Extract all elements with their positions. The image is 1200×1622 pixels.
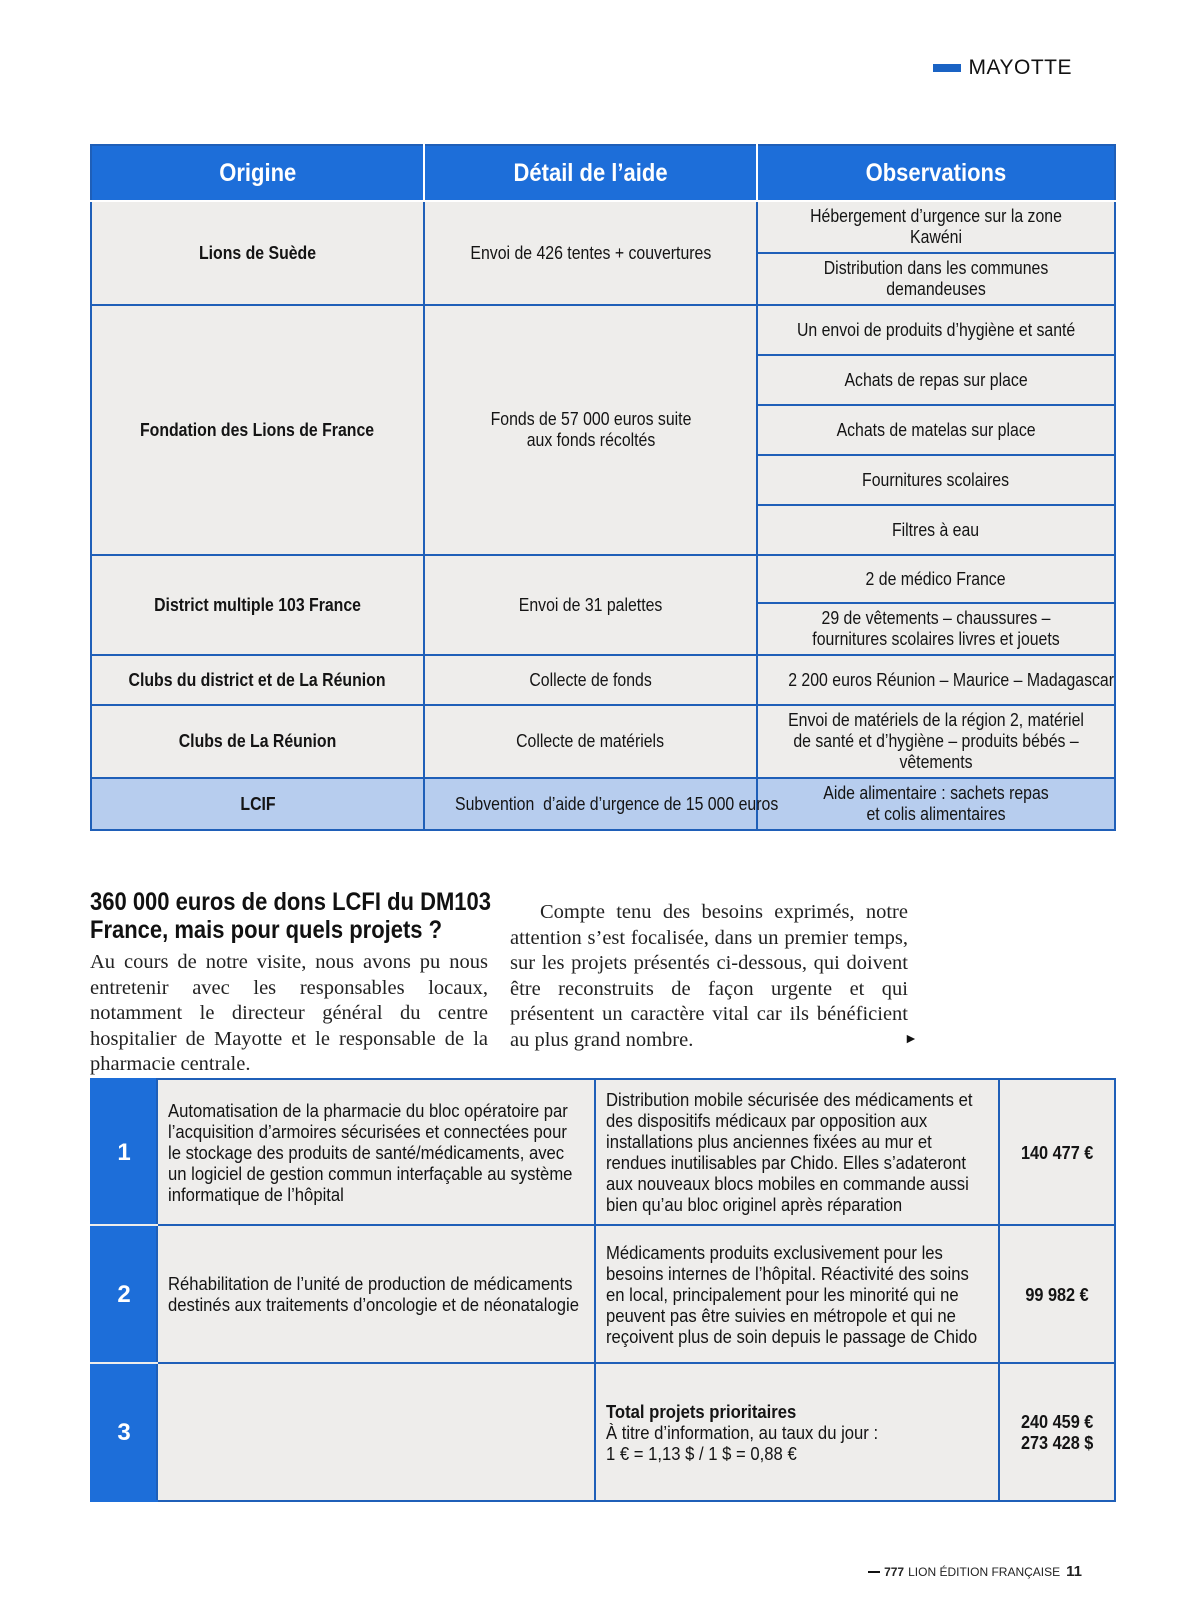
origin-cell: LCIF — [91, 778, 424, 830]
article-paragraph-2: Compte tenu des besoins exprimés, notre attention s’est focalisée, dans un premier temps, sur les projets présentés ci-dessous, qui doivent être reconstruits de façon urgente et qui présentent un caractère vital car ils bénéficient au plus grand nombre. — [510, 901, 908, 1051]
observation-cell: Un envoi de produits d’hygiène et santé — [757, 305, 1115, 355]
aid-table — [90, 144, 1116, 831]
project-number: 1 — [91, 1079, 157, 1225]
detail-cell: Envoi de 31 palettes — [424, 555, 757, 655]
observation-cell: Achats de matelas sur place — [757, 405, 1115, 455]
section-tag-bar — [933, 64, 961, 72]
project-total-amount — [999, 1363, 1115, 1501]
article-paragraph-1: Au cours de notre visite, nous avons pu nous entretenir avec les responsables locaux, notamment le directeur général du centre hospitalier de Mayotte et le responsable de la pharmacie centrale. — [90, 951, 488, 1075]
total-eur: 240 459 € — [1020, 1411, 1094, 1432]
table-row — [91, 1225, 1115, 1363]
detail-cell: Envoi de 426 tentes + couvertures — [424, 201, 757, 305]
observation-cell: Filtres à eau — [757, 505, 1115, 555]
observation-cell: Fournitures scolaires — [757, 455, 1115, 505]
detail-cell: Subvention d’aide d’urgence de 15 000 euros — [424, 778, 757, 830]
table-row — [91, 778, 1115, 830]
observation-cell: Hébergement d’urgence sur la zone Kawéni — [757, 201, 1115, 253]
total-title: Total projets prioritaires — [606, 1400, 797, 1422]
detail-cell: Collecte de matériels — [424, 705, 757, 778]
continue-arrow-icon: ► — [904, 1030, 918, 1046]
exchange-rate-label: À titre d’information, au taux du jour : — [606, 1421, 879, 1443]
projects-table — [90, 1078, 1116, 1502]
project-description: Automatisation de la pharmacie du bloc opératoire par l’acquisition d’armoires sécurisées et connectées pour le stockage des produits de santé/médicaments, avec un logiciel de gestion commun interfaçable au système informatique de l’hôpital — [157, 1079, 595, 1225]
table-row — [91, 555, 1115, 603]
origin-cell: Clubs du district et de La Réunion — [91, 655, 424, 705]
header-detail: Détail de l’aide — [424, 145, 757, 201]
origin-cell: Fondation des Lions de France — [91, 305, 424, 555]
project-amount: 140 477 € — [999, 1079, 1115, 1225]
aid-table-header — [91, 145, 1115, 201]
footer-bar — [868, 1571, 880, 1573]
project-number: 3 — [91, 1363, 157, 1501]
issue-number: 777 — [884, 1564, 905, 1579]
origin-cell: District multiple 103 France — [91, 555, 424, 655]
table-row — [91, 1079, 1115, 1225]
project-description: Réhabilitation de l’unité de production de médicaments destinés aux traitements d’oncologie et de néonatalogie — [157, 1225, 595, 1363]
table-row — [91, 201, 1115, 253]
project-impact: Distribution mobile sécurisée des médicaments et des dispositifs médicaux par opposition aux installations plus anciennes fixées au mur et rendues inutilisables par Chido. Elles s’adateront aux nouveaux blocs mobiles en commande aussi bien qu’au bloc originel après réparation — [595, 1079, 999, 1225]
origin-cell: Clubs de La Réunion — [91, 705, 424, 778]
page-number: 11 — [1066, 1563, 1082, 1580]
observation-cell: Distribution dans les communes demandeuses — [757, 253, 1115, 305]
project-impact: Médicaments produits exclusivement pour les besoins internes de l’hôpital. Réactivité des soins en local, principalement pour les minorité qui ne peuvent pas être suivies en métropole et qui ne reçoivent plus de soin depuis le passage de Chido — [595, 1225, 999, 1363]
origin-cell: Lions de Suède — [91, 201, 424, 305]
project-total — [595, 1363, 999, 1501]
observation-cell: Achats de repas sur place — [757, 355, 1115, 405]
section-title: MAYOTTE — [968, 56, 1072, 79]
project-amount: 99 982 € — [999, 1225, 1115, 1363]
section-tag — [933, 56, 1072, 80]
observation-cell: 2 de médico France — [757, 555, 1115, 603]
publication-name: LION ÉDITION FRANÇAISE — [908, 1564, 1061, 1579]
table-row — [91, 305, 1115, 355]
observation-cell: Aide alimentaire : sachets repas et colis alimentaires — [757, 778, 1115, 830]
observation-cell: 29 de vêtements – chaussures – fournitures scolaires livres et jouets — [757, 603, 1115, 655]
table-row — [91, 655, 1115, 705]
observation-cell: Envoi de matériels de la région 2, matériel de santé et d’hygiène – produits bébés – vêtements — [757, 705, 1115, 778]
project-number: 2 — [91, 1225, 157, 1363]
observation-cell: 2 200 euros Réunion – Maurice – Madagascar — [757, 655, 1115, 705]
page-footer — [868, 1563, 1082, 1580]
detail-cell: Fonds de 57 000 euros suite aux fonds récoltés — [424, 305, 757, 555]
project-description — [157, 1363, 595, 1501]
total-usd: 273 428 $ — [1020, 1432, 1094, 1453]
article-title: 360 000 euros de dons LCFI du DM103 France, mais pour quels projets ? — [90, 888, 492, 944]
header-observations: Observations — [757, 145, 1115, 201]
detail-cell: Collecte de fonds — [424, 655, 757, 705]
table-row — [91, 1363, 1115, 1501]
header-origin: Origine — [91, 145, 424, 201]
table-row — [91, 705, 1115, 778]
exchange-rate-value: 1 € = 1,13 $ / 1 $ = 0,88 € — [606, 1442, 797, 1464]
